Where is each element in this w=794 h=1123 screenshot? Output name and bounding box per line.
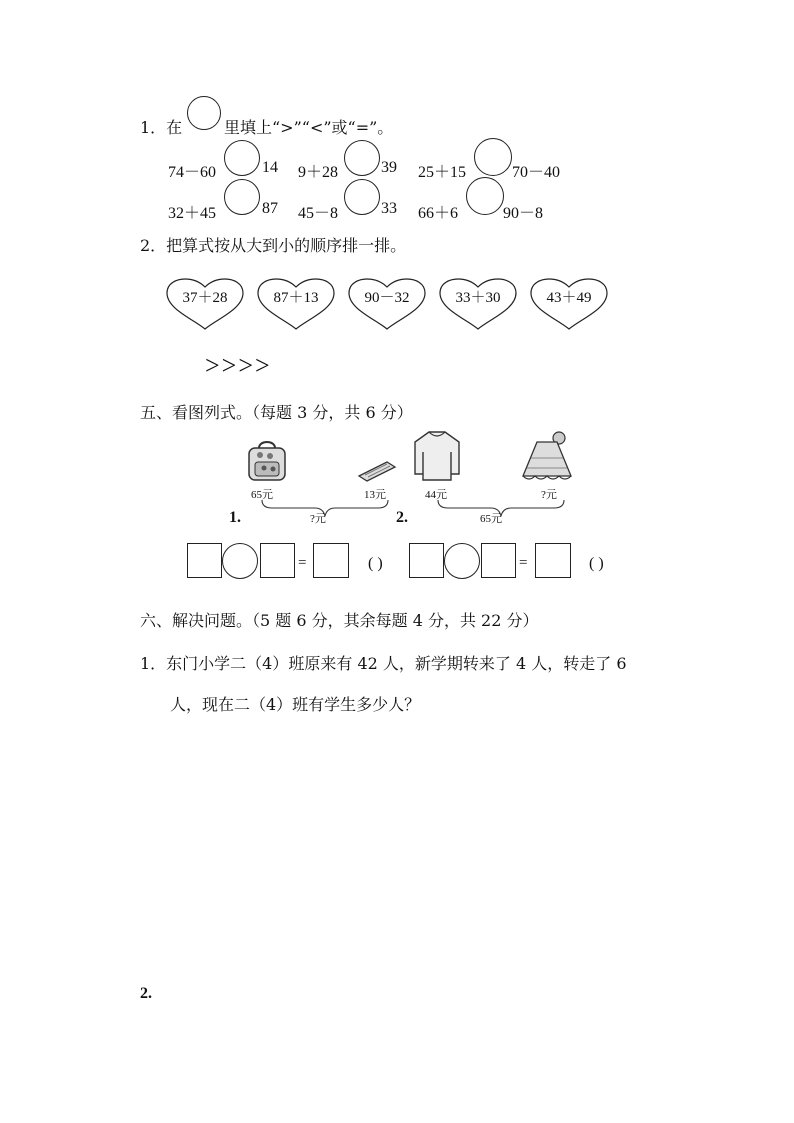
skirt-icon [519,428,575,484]
problem-1-text: 1．东门小学二（4）班原来有 42 人，新学期转来了 4 人，转走了 6 [140,654,627,673]
compare-circle[interactable] [474,138,512,176]
unit-blank[interactable]: ( ) [589,555,604,572]
unit-blank[interactable]: ( ) [368,555,383,572]
heart-card [529,277,609,331]
problem-1-text-cont: 人，现在二（4）班有学生多少人？ [170,695,421,714]
heart-card [438,277,518,331]
heart-expression: 43＋49 [546,290,592,306]
answer-box[interactable] [409,543,444,578]
sweater-icon [409,428,465,484]
compare-circle[interactable] [466,177,504,215]
backpack-icon [244,438,290,484]
total-label: 65元 [480,513,502,525]
heart-expression: 87＋13 [273,290,319,306]
compare-circle[interactable] [344,179,380,215]
price-label: ?元 [541,489,557,501]
q2-title: 2．把算式按从大到小的顺序排一排。 [140,236,407,255]
order-line: >>>> [205,351,272,380]
problem-number: 1. [229,509,241,526]
expr-left: 32＋45 [168,205,217,222]
expr-right: 90－8 [503,205,544,222]
expr-left: 66＋6 [418,205,459,222]
expr-right: 87 [262,200,278,217]
answer-box[interactable] [481,543,516,578]
price-label: 13元 [364,489,386,501]
expr-right: 14 [262,159,278,176]
answer-box[interactable] [535,543,571,578]
answer-box[interactable] [260,543,295,578]
expr-left: 45－8 [298,205,339,222]
expr-left: 9＋28 [298,164,339,181]
compare-circle[interactable] [344,140,380,176]
operator-circle[interactable] [444,543,480,579]
sample-circle [187,96,221,130]
pencil-case-icon [357,460,397,482]
problem-2-number: 2. [140,985,152,1002]
equals-sign: = [298,555,307,571]
price-label: 65元 [251,489,273,501]
expr-left: 74－60 [168,164,217,181]
heart-expression: 33＋30 [455,290,501,306]
heart-card [165,277,245,331]
heart-expression: 90－32 [364,290,410,306]
expr-right: 33 [381,200,397,217]
problem-number: 2. [396,509,408,526]
answer-box[interactable] [187,543,222,578]
total-label: ?元 [310,513,326,525]
compare-circle[interactable] [224,179,260,215]
price-label: 44元 [425,489,447,501]
heart-card [256,277,336,331]
q1-label: 1．在 [140,118,183,137]
equals-sign: = [519,555,528,571]
operator-circle[interactable] [222,543,258,579]
expr-right: 39 [381,159,397,176]
answer-box[interactable] [313,543,349,578]
answer-space[interactable] [140,730,660,970]
heart-card [347,277,427,331]
heart-expression: 37＋28 [182,290,228,306]
compare-circle[interactable] [224,140,260,176]
section-5-title: 五、看图列式。（每题 3 分，共 6 分） [140,403,413,422]
expr-right: 70－40 [512,164,561,181]
expr-left: 25＋15 [418,164,467,181]
section-6-title: 六、解决问题。（5 题 6 分，其余每题 4 分，共 22 分） [140,611,539,630]
q1-instruction-text: 里填上“>”“<”或“=”。 [224,118,394,137]
